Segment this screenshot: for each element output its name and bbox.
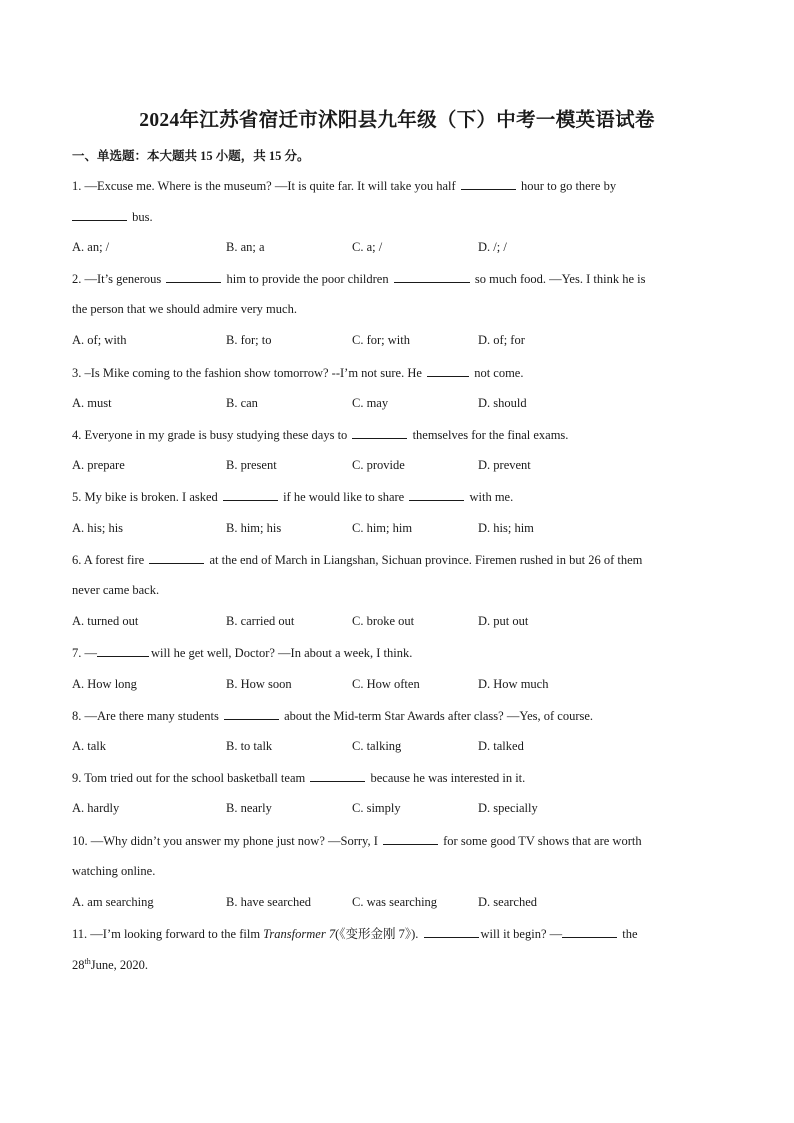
question-text: 11. —I’m looking forward to the film xyxy=(72,927,261,941)
question-9-line-1 xyxy=(72,769,525,786)
question-text: will it begin? — xyxy=(480,927,563,941)
question-text: 8. —Are there many students xyxy=(72,709,219,723)
question-6-line-1 xyxy=(72,551,642,568)
option-d[interactable]: D. should xyxy=(478,396,527,410)
option-d[interactable]: D. /; / xyxy=(478,240,507,254)
question-text: bus. xyxy=(132,210,153,224)
question-text: (《变形金刚 7》). xyxy=(335,927,419,941)
question-text: if he would like to share xyxy=(283,490,405,504)
option-b[interactable]: B. for; to xyxy=(226,333,272,347)
question-3-options xyxy=(72,395,722,411)
option-b[interactable]: B. can xyxy=(226,396,258,410)
option-a[interactable]: A. must xyxy=(72,396,112,410)
option-a[interactable]: A. an; / xyxy=(72,240,110,254)
question-text: with me. xyxy=(469,490,514,504)
option-c[interactable]: C. How often xyxy=(352,677,420,691)
question-text: at the end of March in Liangshan, Sichuan province. Firemen rushed in but 26 of them xyxy=(209,553,643,567)
question-11-line-1 xyxy=(72,925,638,942)
question-text: 28 xyxy=(72,958,85,972)
question-1-line-1 xyxy=(72,177,616,194)
option-d[interactable]: D. of; for xyxy=(478,333,525,347)
option-a[interactable]: A. talk xyxy=(72,739,107,753)
option-b[interactable]: B. How soon xyxy=(226,677,292,691)
question-8-options xyxy=(72,738,722,754)
question-1-options xyxy=(72,239,722,255)
question-2-line-2: the person that we should admire very much. xyxy=(72,302,297,316)
answer-blank[interactable] xyxy=(424,925,479,938)
option-a[interactable]: A. of; with xyxy=(72,333,127,347)
question-text: so much food. —Yes. I think he is xyxy=(474,272,646,286)
question-text: 5. My bike is broken. I asked xyxy=(72,490,218,504)
question-text: June, 2020. xyxy=(90,958,149,972)
option-b[interactable]: B. him; his xyxy=(226,521,282,535)
question-text: 3. –Is Mike coming to the fashion show tomorrow? --I’m not sure. He xyxy=(72,366,422,380)
question-4-line-1 xyxy=(72,426,568,443)
option-d[interactable]: D. talked xyxy=(478,739,524,753)
answer-blank[interactable] xyxy=(383,832,438,845)
option-b[interactable]: B. an; a xyxy=(226,240,265,254)
question-text: 7. — xyxy=(72,646,97,660)
option-b[interactable]: B. carried out xyxy=(226,614,295,628)
option-b[interactable]: B. nearly xyxy=(226,801,272,815)
question-6-line-2: never came back. xyxy=(72,583,160,597)
question-10-line-1 xyxy=(72,832,642,849)
option-a[interactable]: A. hardly xyxy=(72,801,120,815)
question-5-line-1 xyxy=(72,488,513,505)
answer-blank[interactable] xyxy=(310,769,365,782)
question-text: 4. Everyone in my grade is busy studying these days to xyxy=(72,428,348,442)
option-c[interactable]: C. talking xyxy=(352,739,402,753)
ordinal-suffix: th xyxy=(84,956,91,966)
option-c[interactable]: C. simply xyxy=(352,801,401,815)
answer-blank[interactable] xyxy=(394,270,470,283)
question-4-options xyxy=(72,457,722,473)
option-a[interactable]: A. am searching xyxy=(72,895,154,909)
option-c[interactable]: C. may xyxy=(352,396,389,410)
question-text: the xyxy=(622,927,638,941)
question-text: 9. Tom tried out for the school basketball team xyxy=(72,771,306,785)
option-c[interactable]: C. a; / xyxy=(352,240,383,254)
page-title: 2024年江苏省宿迁市沭阳县九年级（下）中考一模英语试卷 xyxy=(139,110,655,131)
option-d[interactable]: D. How much xyxy=(478,677,549,691)
answer-blank[interactable] xyxy=(166,270,221,283)
question-2-line-1 xyxy=(72,270,645,287)
question-text: themselves for the final exams. xyxy=(412,428,569,442)
question-text: hour to go there by xyxy=(520,179,617,193)
film-title: Transformer 7 xyxy=(263,927,336,941)
question-9-options xyxy=(72,800,722,816)
option-c[interactable]: C. broke out xyxy=(352,614,415,628)
question-text: 1. —Excuse me. Where is the museum? —It is quite far. It will take you half xyxy=(72,179,456,193)
option-d[interactable]: D. searched xyxy=(478,895,537,909)
option-d[interactable]: D. his; him xyxy=(478,521,534,535)
question-10-line-2: watching online. xyxy=(72,864,156,878)
answer-blank[interactable] xyxy=(223,488,278,501)
question-6-options xyxy=(72,613,722,629)
option-c[interactable]: C. was searching xyxy=(352,895,438,909)
answer-blank[interactable] xyxy=(97,644,149,657)
question-text: because he was interested in it. xyxy=(370,771,526,785)
question-11-line-2 xyxy=(72,957,148,973)
answer-blank[interactable] xyxy=(224,707,279,720)
answer-blank[interactable] xyxy=(409,488,464,501)
option-a[interactable]: A. prepare xyxy=(72,458,125,472)
question-1-line-2 xyxy=(72,208,153,225)
option-d[interactable]: D. put out xyxy=(478,614,529,628)
option-d[interactable]: D. prevent xyxy=(478,458,531,472)
question-2-options xyxy=(72,332,722,348)
answer-blank[interactable] xyxy=(562,925,617,938)
answer-blank[interactable] xyxy=(427,364,469,377)
question-text: 10. —Why didn’t you answer my phone just now? —Sorry, I xyxy=(72,834,378,848)
option-a[interactable]: A. his; his xyxy=(72,521,124,535)
question-text: him to provide the poor children xyxy=(226,272,389,286)
question-text: 2. —It’s generous xyxy=(72,272,162,286)
question-8-line-1 xyxy=(72,707,593,724)
option-b[interactable]: B. present xyxy=(226,458,277,472)
question-7-line-1 xyxy=(72,644,412,661)
option-b[interactable]: B. to talk xyxy=(226,739,273,753)
option-a[interactable]: A. turned out xyxy=(72,614,139,628)
question-text: about the Mid-term Star Awards after class? —Yes, of course. xyxy=(284,709,594,723)
section-heading: 一、单选题：本大题共 15 小题，共 15 分。 xyxy=(72,149,310,163)
answer-blank[interactable] xyxy=(461,177,516,190)
question-5-options xyxy=(72,520,722,536)
answer-blank[interactable] xyxy=(352,426,407,439)
question-10-options xyxy=(72,894,722,910)
question-3-line-1 xyxy=(72,364,523,381)
answer-blank[interactable] xyxy=(72,208,127,221)
option-c[interactable]: C. him; him xyxy=(352,521,413,535)
question-text: not come. xyxy=(474,366,524,380)
answer-blank[interactable] xyxy=(149,551,204,564)
option-c[interactable]: C. provide xyxy=(352,458,405,472)
question-text: 6. A forest fire xyxy=(72,553,145,567)
option-c[interactable]: C. for; with xyxy=(352,333,410,347)
question-text: will he get well, Doctor? —In about a week, I think. xyxy=(151,646,413,660)
option-b[interactable]: B. have searched xyxy=(226,895,312,909)
option-a[interactable]: A. How long xyxy=(72,677,137,691)
question-text: for some good TV shows that are worth xyxy=(443,834,642,848)
question-7-options xyxy=(72,676,722,692)
option-d[interactable]: D. specially xyxy=(478,801,538,815)
